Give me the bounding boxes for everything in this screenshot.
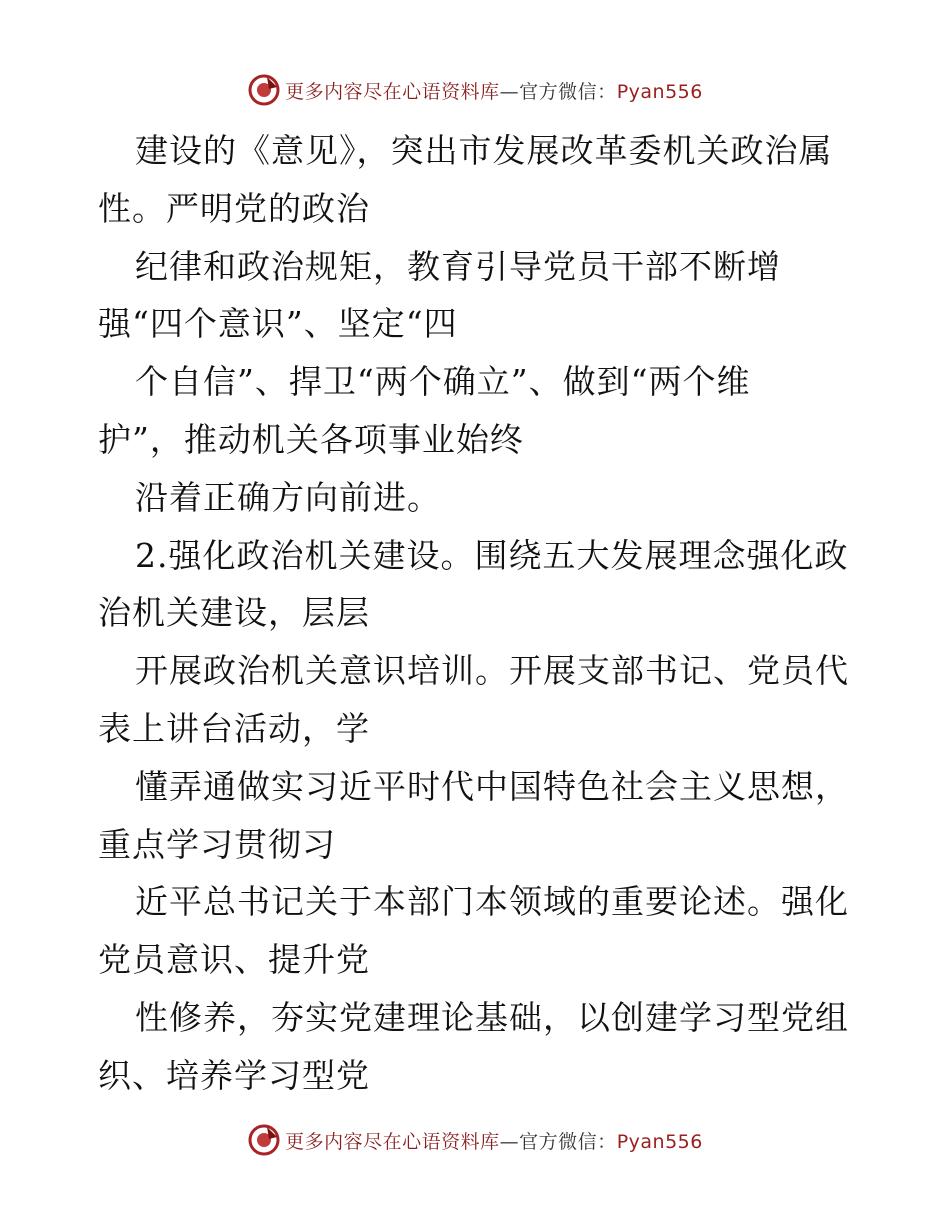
body-line: 织、培养学习型党 [98,1055,370,1095]
header-wechat-label: 官方微信： [519,80,617,103]
body-line: 纪律和政治规矩，教育引导党员干部不断增 [135,246,781,286]
footer-separator: — [499,1130,520,1153]
body-line: 近平总书记关于本部门本领域的重要论述。强化 [135,882,849,922]
header-brand: 更多内容尽在心语资料库 [285,80,500,103]
header-wechat-id: Pyan556 [616,80,703,103]
header-separator: — [499,80,520,103]
body-line: 党员意识、提升党 [98,940,370,980]
body-line: 建设的《意见》，突出市发展改革委机关政治属 [135,131,833,170]
footer-wechat-label: 官方微信： [519,1130,617,1153]
header-text [285,77,703,104]
body-line: 2.强化政治机关建设。围绕五大发展理念强化政 [135,535,849,575]
footer-text [285,1127,703,1154]
body-line: 性。严明党的政治 [98,188,370,228]
body-line: 表上讲台活动，学 [98,708,370,748]
footer-brand: 更多内容尽在心语资料库 [285,1130,500,1153]
footer-wechat-id: Pyan556 [616,1130,703,1153]
footer-banner [0,1120,950,1160]
brand-logo-icon [247,73,281,107]
document-body [98,122,858,1105]
body-line: 懂弄通做实习近平时代中国特色社会主义思想， [135,766,849,806]
body-line: 重点学习贯彻习 [98,824,336,864]
body-line: 护”，推动机关各项事业始终 [98,419,524,459]
body-line: 性修养，夯实党建理论基础，以创建学习型党组 [135,997,849,1037]
header-banner [0,70,950,110]
body-line: 个自信”、捍卫“两个确立”、做到“两个维 [135,362,751,402]
body-line: 强“四个意识”、坚定“四 [98,304,458,344]
body-line: 开展政治机关意识培训。开展支部书记、党员代 [135,651,849,691]
body-line: 治机关建设，层层 [98,593,370,633]
brand-logo-icon [247,1123,281,1157]
body-line: 沿着正确方向前进。 [135,477,441,517]
